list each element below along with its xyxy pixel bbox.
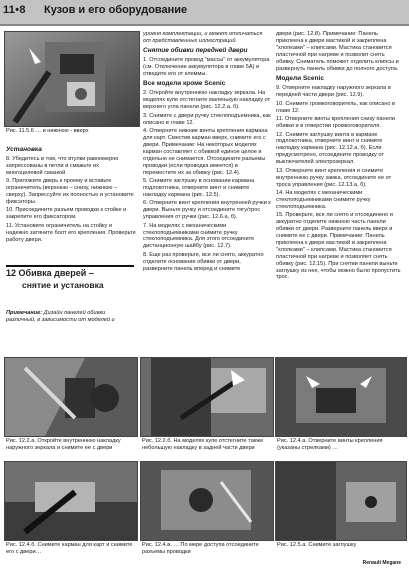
left-column bbox=[6, 144, 136, 245]
middle-column bbox=[143, 31, 271, 274]
page-title: Кузов и его оборудование bbox=[44, 4, 188, 16]
step-13: 13. Отверните винт крепления и снимите внутреннюю ручку замка, отсоедините ее от троса управления (рис. 12.13.а, б). bbox=[276, 167, 392, 188]
right-column bbox=[276, 31, 404, 283]
step-6: 6. Отверните винт крепления внутренней ручки к двери. Выньте ручку и отсоедините тягу/трос управления от ручки (рис. 12.6.а, б). bbox=[143, 200, 271, 221]
figure-caption: Рис. 11.5.6 … и нижнюю - вверх bbox=[6, 128, 89, 134]
step-9: 9. Приложите дверь к проему и вставьте ограничитель (верхнюю – снизу, нижнюю – сверху). Запрессуйте их полностью и установите фиксаторы. bbox=[6, 178, 134, 205]
caption-12-2a: Рис. 12.2.а. Откройте внутреннюю накладку наружного зеркала и снимите ее с двери bbox=[6, 438, 121, 451]
photo-12-4b bbox=[4, 461, 138, 541]
note-label: Примечание: bbox=[6, 310, 43, 316]
heading-scenic: Модели Scenic bbox=[276, 75, 324, 83]
section-title-text: Обивка дверей – bbox=[18, 268, 94, 278]
step-10: 10. Присоедините разъем проводки к стойке и закрепите его фиксатором. bbox=[6, 207, 127, 221]
note bbox=[6, 310, 136, 324]
step-11: 11. Установите ограничитель на стойку и надежно затяните болт его крепления. Проверьте работу двери. bbox=[6, 222, 136, 243]
page-number: 11•8 bbox=[3, 4, 26, 16]
photo-12-5a bbox=[275, 461, 407, 541]
heading-not-scenic: Все модели кроме Scenic bbox=[143, 80, 226, 88]
footer-brand: Renault Megane bbox=[362, 560, 401, 566]
photo-12-2a bbox=[4, 357, 138, 437]
caption-12-4a: Рис. 12.4.а. Отверните винты крепления (указаны стрелками) … bbox=[277, 438, 383, 451]
section-number: 12 bbox=[6, 268, 17, 278]
caption-12-5a: Рис. 12.5.а. Снимите заглушку bbox=[277, 542, 357, 548]
photo-door-hinge bbox=[4, 31, 140, 127]
step-14: 14. На моделях с механическими стеклоподъемниками снимите ручку стеклоподъемника. bbox=[276, 190, 371, 210]
step-1: 1. Отсоедините провод "массы" от аккумулятора (см. Отключение аккумулятора в главе 5А) и отведите его от клеммы. bbox=[143, 56, 270, 77]
section-heading-install: Установка bbox=[6, 146, 42, 153]
step-8b: 8. Еще раз проверьте, все ли снято, аккуратно отделите основание обивки от двери, разверните панель вперед и снимите bbox=[143, 251, 264, 272]
step-4: 4. Отверните нижние винты крепления кармана для карт. Сместив карман вверх, снимите его с двери. Примечание: На некоторых моделях карман составляет с обивкой единое целое и отдельно не снимается. Отсоедините разъемы проводки (если проводка имеется) и переместите их за обивку (рис. 12.4). bbox=[143, 128, 268, 176]
photo-12-4a bbox=[275, 357, 407, 437]
caption-12-4v: Рис. 12.4.в. … По мере доступа отсоедините разъемы проводки bbox=[142, 542, 259, 555]
step-10b: 10. Снимите громкоговоритель, как описано в главе 12. bbox=[276, 100, 396, 114]
caption-12-4b: Рис. 12.4.б. Снимите карман для карт и снимите его с двери… bbox=[6, 542, 133, 555]
intro-text: уровня комплектации, и может отличаться от представленных иллюстраций. bbox=[143, 31, 263, 44]
page-header bbox=[0, 0, 409, 24]
step-5: 5. Снимите заглушку в основании кармана подлокотника, отверните винт и снимите накладку кармана (рис. 12.5). bbox=[143, 178, 255, 198]
photo-12-4v bbox=[140, 461, 274, 541]
step-15: 15. Проверьте, все ли снято и отсоединено и аккуратно отделите нижнюю часть панели обивки от двери. Разверните панель вверх и снимите ее с двери. Примечание: Панель приклеена к двери мастикой и закреплена "хлопками" – клипсами. Мастика становится пластичной при нагреве и позволяет снять обивку (рис. 12.15). При снятии панели выньте заглушку из нее, чтобы можно было пропустить трос. bbox=[276, 212, 401, 281]
note-block bbox=[6, 310, 136, 325]
step-12: 12. Снимите заглушку винта в кармане подлокотника, отверните винт и снимите накладку кармана (рис. 12.12.а, б). Если предусмотрено, отсоедините проводку от выключателей электрозеркал. bbox=[276, 131, 384, 166]
step-9b: 9. Отверните накладку наружного зеркала в передней части двери (рис. 12.9). bbox=[276, 85, 391, 99]
section-subtitle: снятие и установка bbox=[22, 280, 104, 290]
section-title bbox=[6, 268, 94, 278]
step-3: 3. Снимите с двери ручку стеклоподъемника, как описано в главе 12. bbox=[143, 112, 271, 126]
photo-12-2b bbox=[140, 357, 274, 437]
heading-front-door: Снятие обивки передней двери bbox=[143, 46, 248, 54]
caption-12-2b: Рис. 12.2.б. На моделях купе отстегните также небольшую накладку в задней части двери bbox=[142, 438, 264, 451]
step-7: 7. На моделях с механическими стеклоподъемниками снимите ручку стеклоподъемника. Для этого отсоедините дистанционную шайбу (рис. 12.7). bbox=[143, 222, 255, 250]
step-11b: 11. Отверните винты крепления снизу панели обивки и в отверстии громкоговорителя. bbox=[276, 116, 395, 130]
step-8-cont: двери (рис. 12.8). Примечание: Панель приклеена к двери мастикой и закреплена "хлопками" – клипсами. Мастика становится пластичной при нагреве и позволит снять обивку. Сниматель поможет отделить клипсы и развернуть панель обивки до полного доступа. bbox=[276, 31, 399, 72]
note-text: Дизайн панелей обивки различный, в зависимости от моделей и bbox=[6, 310, 115, 323]
step-8: 8. Убедитесь в том, что втулки равномерно запрессованы в петли и смажьте их многоцелевой смазкой. bbox=[6, 155, 119, 176]
step-2: 2. Откройте внутреннюю накладку зеркала. На моделях купе отстегните маленькую накладку от верхнего угла панели (рис. 12.2.а, б). bbox=[143, 90, 271, 111]
header-divider bbox=[0, 24, 409, 26]
